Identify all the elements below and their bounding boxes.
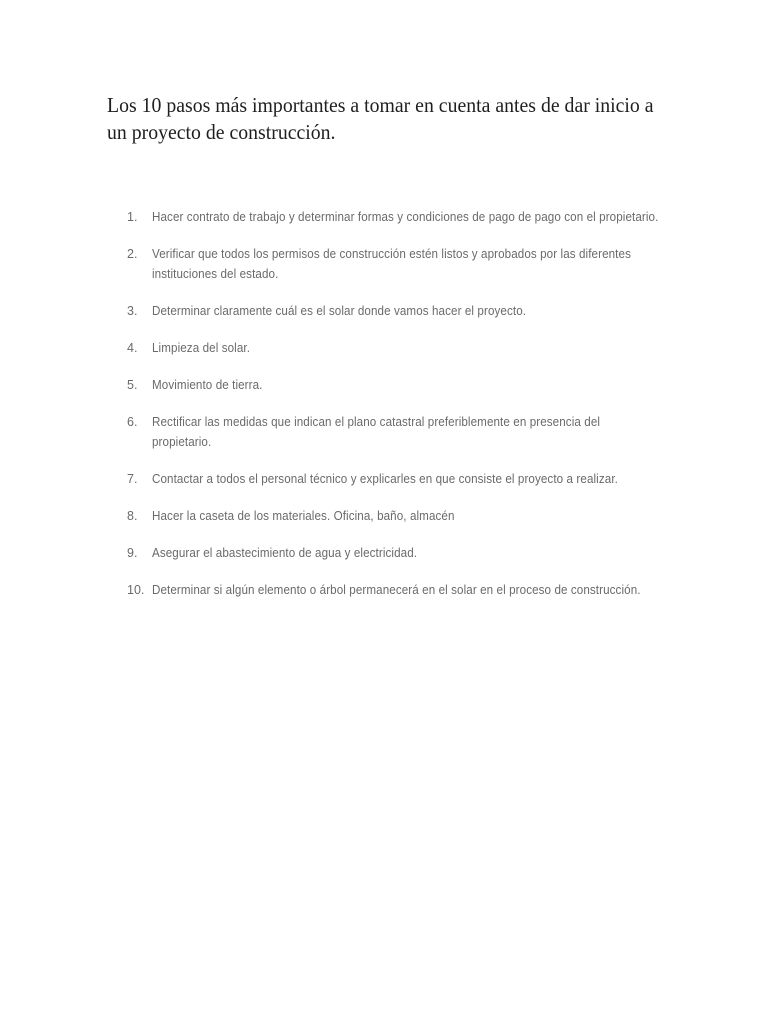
list-item-text: Verificar que todos los permisos de construcción estén listos y aprobados por las diferentes instituciones del estado.: [152, 247, 631, 281]
list-item-number: 7.: [127, 472, 138, 486]
list-item: [0, 580, 768, 600]
list-item-text: Contactar a todos el personal técnico y explicarles en que consiste el proyecto a realizar.: [152, 472, 618, 486]
list-item-text: Hacer contrato de trabajo y determinar formas y condiciones de pago de pago con el propietario.: [152, 210, 659, 224]
list-item-text: Limpieza del solar.: [152, 341, 251, 355]
list-item-number: 1.: [127, 210, 138, 224]
list-item-text: Rectificar las medidas que indican el plano catastral preferiblemente en presencia del propietario.: [152, 415, 601, 449]
list-item-number: 3.: [127, 304, 138, 318]
list-item: [0, 301, 768, 321]
list-item-text: Movimiento de tierra.: [152, 378, 263, 392]
list-item-number: 6.: [127, 415, 138, 429]
list-item: [0, 469, 768, 489]
list-item-number: 10.: [127, 583, 145, 597]
list-item-text: Asegurar el abastecimiento de agua y electricidad.: [152, 546, 418, 560]
list-item: [0, 543, 768, 563]
list-item-text: Hacer la caseta de los materiales. Oficina, baño, almacén: [152, 509, 455, 523]
list-item-number: 8.: [127, 509, 138, 523]
list-item-text: Determinar claramente cuál es el solar donde vamos hacer el proyecto.: [152, 304, 527, 318]
list-item: [0, 506, 768, 526]
list-item: [0, 412, 768, 452]
list-item-text: Determinar si algún elemento o árbol permanecerá en el solar en el proceso de construcción.: [152, 583, 641, 597]
list-item: [0, 207, 768, 227]
list-item-number: 4.: [127, 341, 138, 355]
list-item-number: 5.: [127, 378, 138, 392]
list-item-number: 9.: [127, 546, 138, 560]
list-item: [0, 338, 768, 358]
steps-list: [0, 207, 768, 617]
list-item-number: 2.: [127, 247, 138, 261]
list-item: [0, 375, 768, 395]
document-title: Los 10 pasos más importantes a tomar en cuenta antes de dar inicio a un proyecto de construcción.: [107, 93, 654, 144]
list-item: [0, 244, 768, 284]
